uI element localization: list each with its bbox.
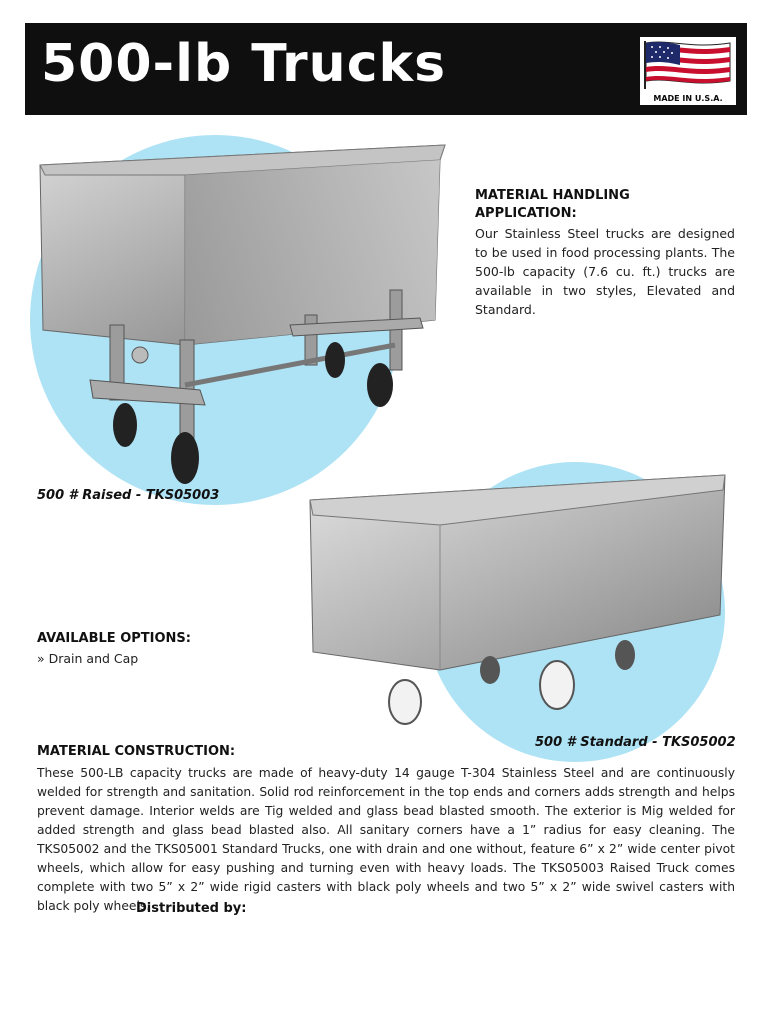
application-heading-line1: MATERIAL HANDLING: [475, 188, 630, 203]
construction-heading: MATERIAL CONSTRUCTION:: [37, 744, 236, 759]
options-item: » Drain and Cap: [37, 651, 139, 666]
made-in-usa-label: MADE IN U.S.A.: [653, 94, 723, 103]
construction-text: These 500-LB capacity trucks are made of heavy-duty 14 gauge T-304 Stainless Steel and are continuously welded for strength and sanitation. Solid rod reinforcement in the top ends and corners adds strength and helps prevent damage. Interior welds are Tig welded and glass bead blasted smooth. The exterior is Mig welded for added strength and glass bead blasted also. All sanitary corners have a 1” radius for easy cleaning. The TKS05002 and the TKS05001 Standard Trucks, one with drain and one without, feature 6” x 2” wide center pivot wheels, which allow for easy pushing and turning even with heavy loads. The TKS05003 Raised Truck comes complete with two 5” x 2” wide rigid casters with black poly wheels and two 5” x 2” wide swivel casters with black poly wheels.: [37, 766, 735, 913]
raised-truck-caption: 500 # Raised - TKS05003: [37, 488, 220, 503]
standard-truck-caption: 500 # Standard - TKS05002: [535, 735, 736, 750]
application-heading-line2: APPLICATION:: [475, 206, 577, 221]
made-in-usa-badge: [640, 37, 736, 105]
us-flag-icon: [640, 37, 736, 93]
standard-truck-photo: [305, 470, 735, 730]
options-heading: AVAILABLE OPTIONS:: [37, 631, 191, 646]
header-banner: [25, 23, 747, 115]
page-title: 500-lb Trucks: [41, 34, 447, 94]
raised-truck-photo: [35, 140, 465, 490]
distributed-by-label: Distributed by:: [136, 901, 247, 916]
application-text: Our Stainless Steel trucks are designed to be used in food processing plants. The 500-lb capacity (7.6 cu. ft.) trucks are available in two styles, Elevated and Standard.: [475, 226, 735, 317]
